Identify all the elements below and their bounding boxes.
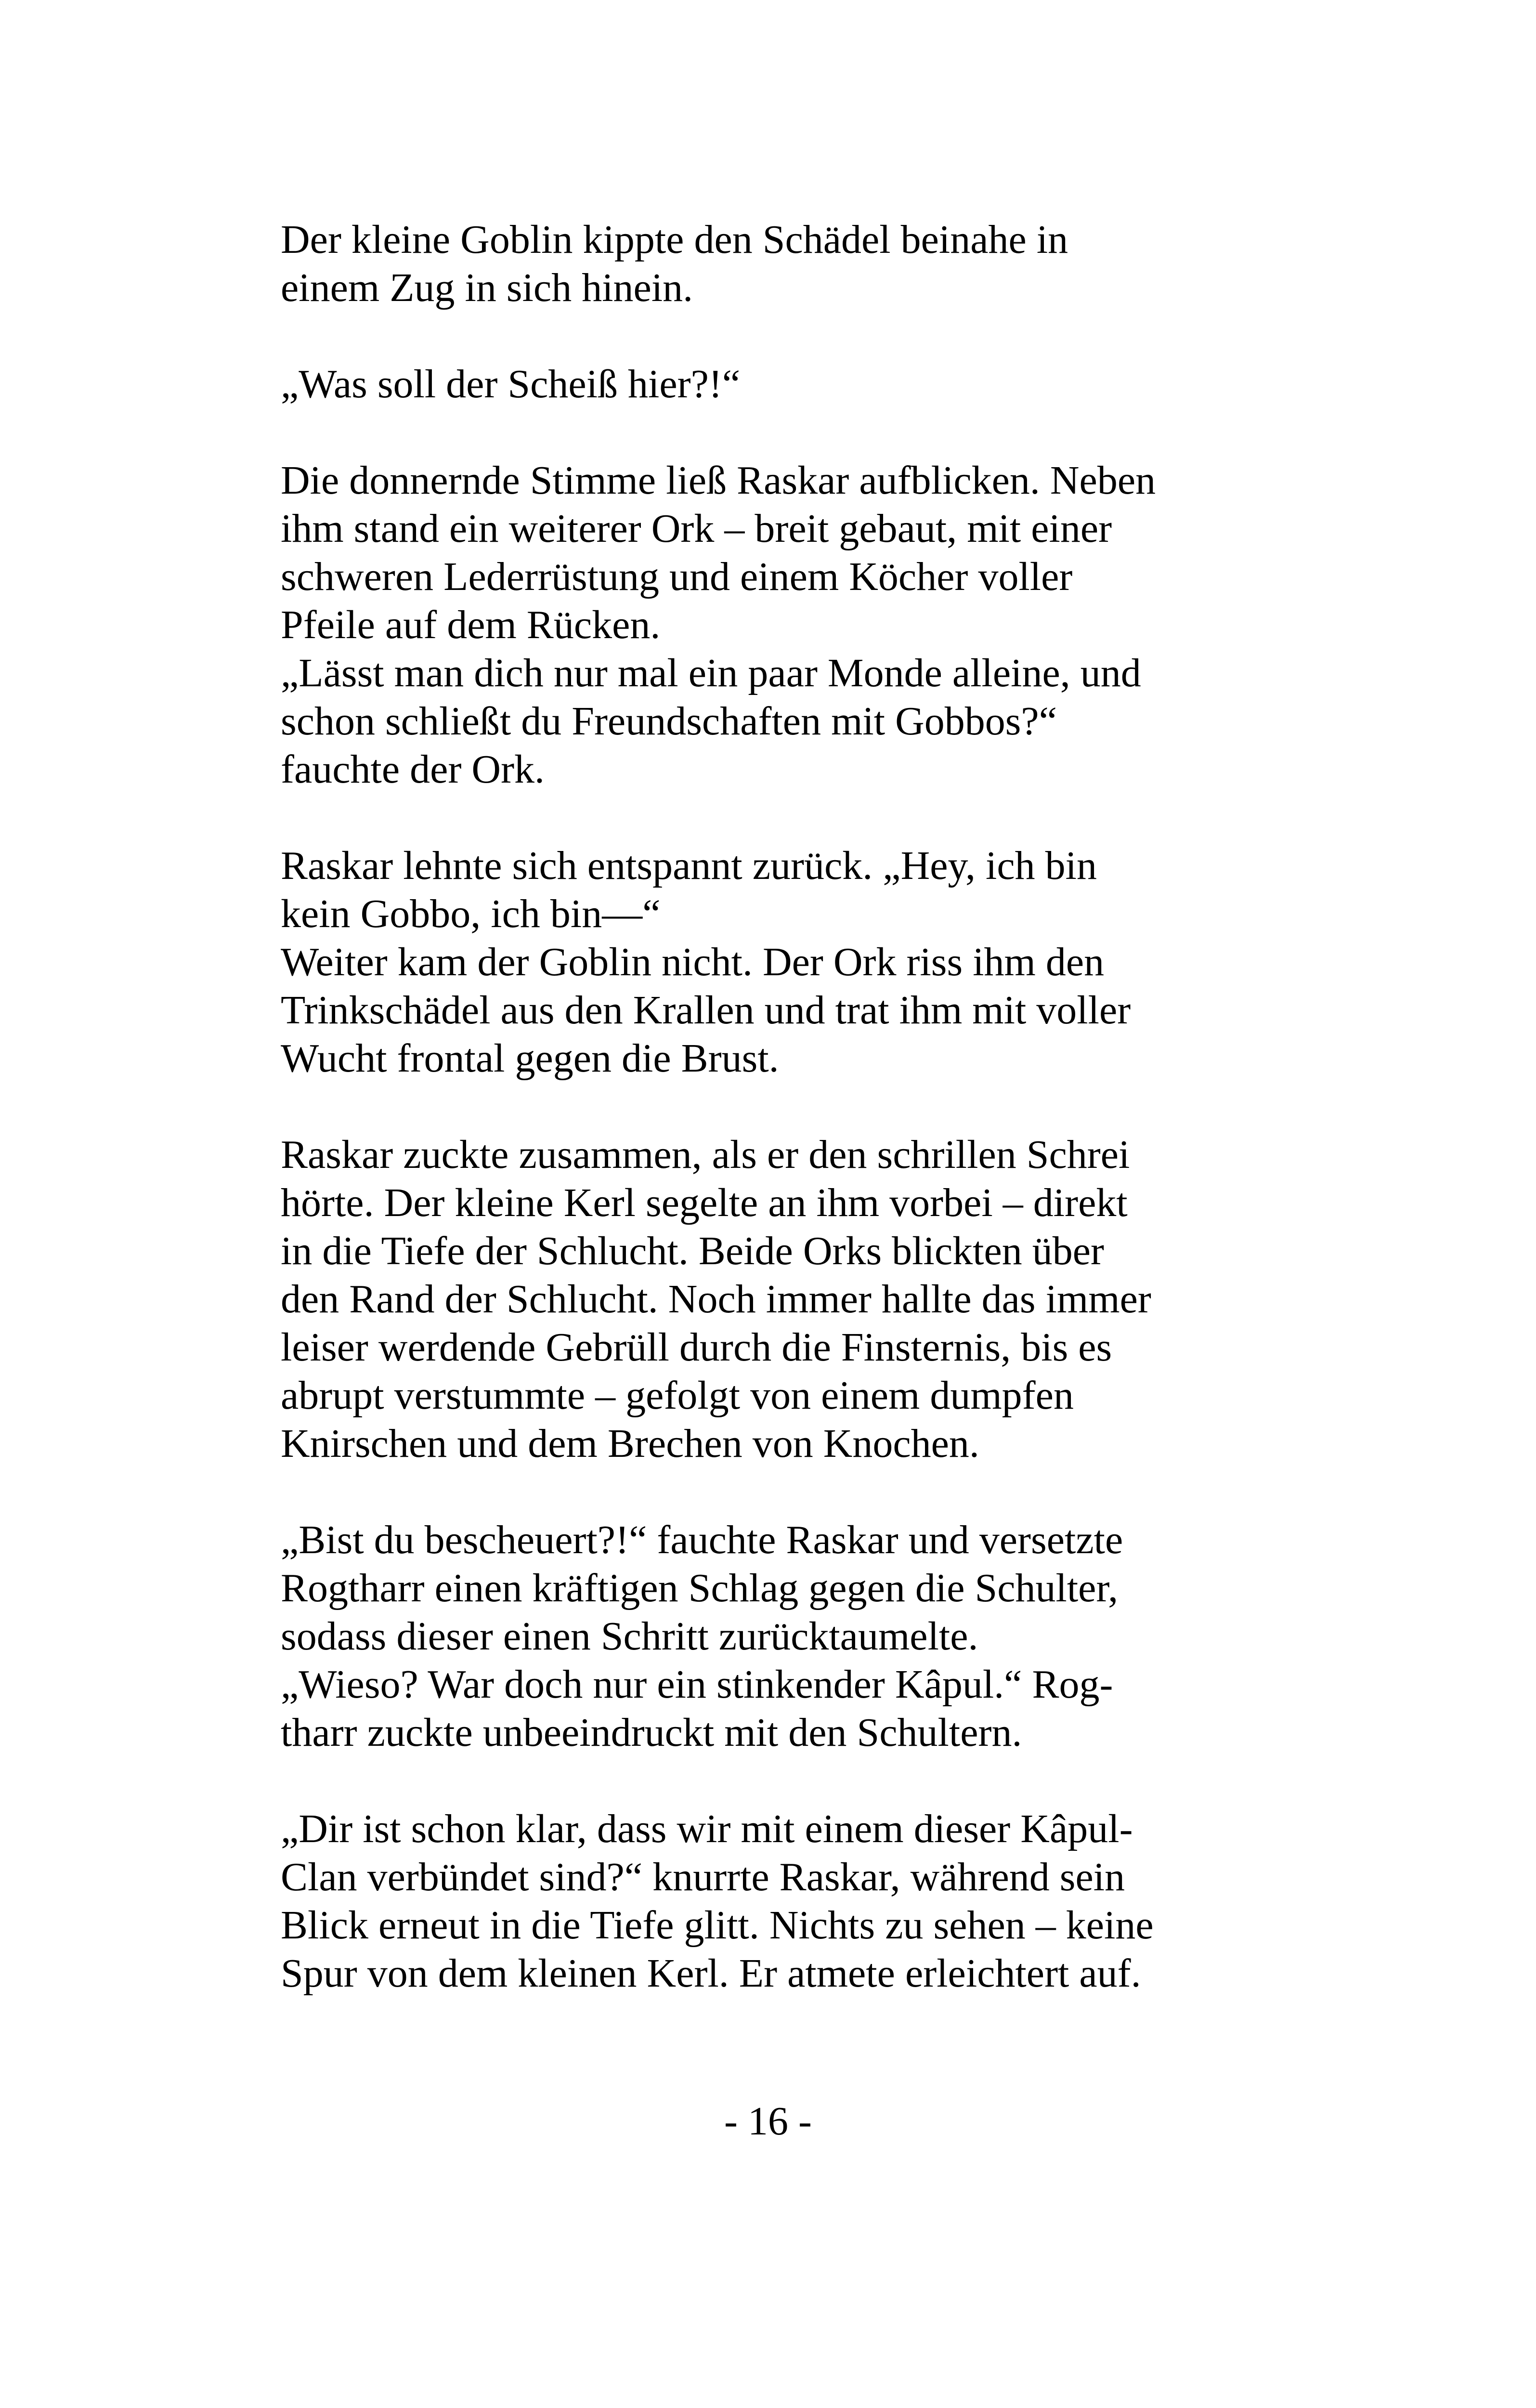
text-line: den Rand der Schlucht. Noch immer hallte das immer (281, 1277, 1151, 1322)
text-line: Knirschen und dem Brechen von Knochen. (281, 1421, 979, 1466)
blank-line (281, 1468, 1273, 1516)
text-line: schweren Lederrüstung und einem Köcher voller (281, 554, 1073, 599)
text-line: abrupt verstummte – gefolgt von einem dumpfen (281, 1373, 1074, 1418)
body-text (281, 216, 1273, 1998)
blank-line (281, 794, 1273, 842)
page-number: - 16 - (724, 2099, 812, 2144)
blank-line (281, 1757, 1273, 1805)
text-line: Wucht frontal gegen die Brust. (281, 1036, 779, 1081)
text-line: leiser werdende Gebrüll durch die Finsternis, bis es (281, 1325, 1112, 1370)
text-line: Raskar lehnte sich entspannt zurück. „Hey, ich bin (281, 843, 1097, 888)
text-line: „Was soll der Scheiß hier?!“ (281, 362, 741, 406)
text-line: Die donnernde Stimme ließ Raskar aufblicken. Neben (281, 458, 1156, 503)
text-line: fauchte der Ork. (281, 747, 545, 792)
text-line: „Bist du bescheuert?!“ fauchte Raskar und versetzte (281, 1518, 1123, 1562)
text-line: einem Zug in sich hinein. (281, 265, 693, 310)
text-line: in die Tiefe der Schlucht. Beide Orks blickten über (281, 1229, 1104, 1273)
text-line: Blick erneut in die Tiefe glitt. Nichts zu sehen – keine (281, 1903, 1154, 1948)
text-line: Pfeile auf dem Rücken. (281, 602, 661, 647)
text-line: Rogtharr einen kräftigen Schlag gegen die Schulter, (281, 1566, 1119, 1610)
text-line: Spur von dem kleinen Kerl. Er atmete erleichtert auf. (281, 1951, 1141, 1996)
text-line: Raskar zuckte zusammen, als er den schrillen Schrei (281, 1132, 1130, 1177)
blank-line (281, 408, 1273, 457)
blank-line (281, 312, 1273, 360)
text-line: schon schließt du Freundschaften mit Gobbos?“ (281, 699, 1057, 744)
text-line: Clan verbündet sind?“ knurrte Raskar, während sein (281, 1855, 1125, 1899)
text-line: „Lässt man dich nur mal ein paar Monde alleine, und (281, 651, 1141, 695)
text-line: Trinkschädel aus den Krallen und trat ihm mit voller (281, 988, 1131, 1033)
text-line: hörte. Der kleine Kerl segelte an ihm vorbei – direkt (281, 1180, 1128, 1225)
text-line: Weiter kam der Goblin nicht. Der Ork riss ihm den (281, 940, 1105, 984)
text-line: Der kleine Goblin kippte den Schädel beinahe in (281, 217, 1068, 262)
text-line: sodass dieser einen Schritt zurücktaumelte. (281, 1614, 978, 1659)
blank-line (281, 1083, 1273, 1131)
text-line: ihm stand ein weiterer Ork – breit gebaut, mit einer (281, 506, 1112, 551)
text-line: tharr zuckte unbeeindruckt mit den Schultern. (281, 1710, 1022, 1755)
text-line: „Dir ist schon klar, dass wir mit einem dieser Kâpul- (281, 1806, 1133, 1851)
text-line: „Wieso? War doch nur ein stinkender Kâpul.“ Rog- (281, 1662, 1113, 1707)
text-line: kein Gobbo, ich bin—“ (281, 891, 661, 936)
